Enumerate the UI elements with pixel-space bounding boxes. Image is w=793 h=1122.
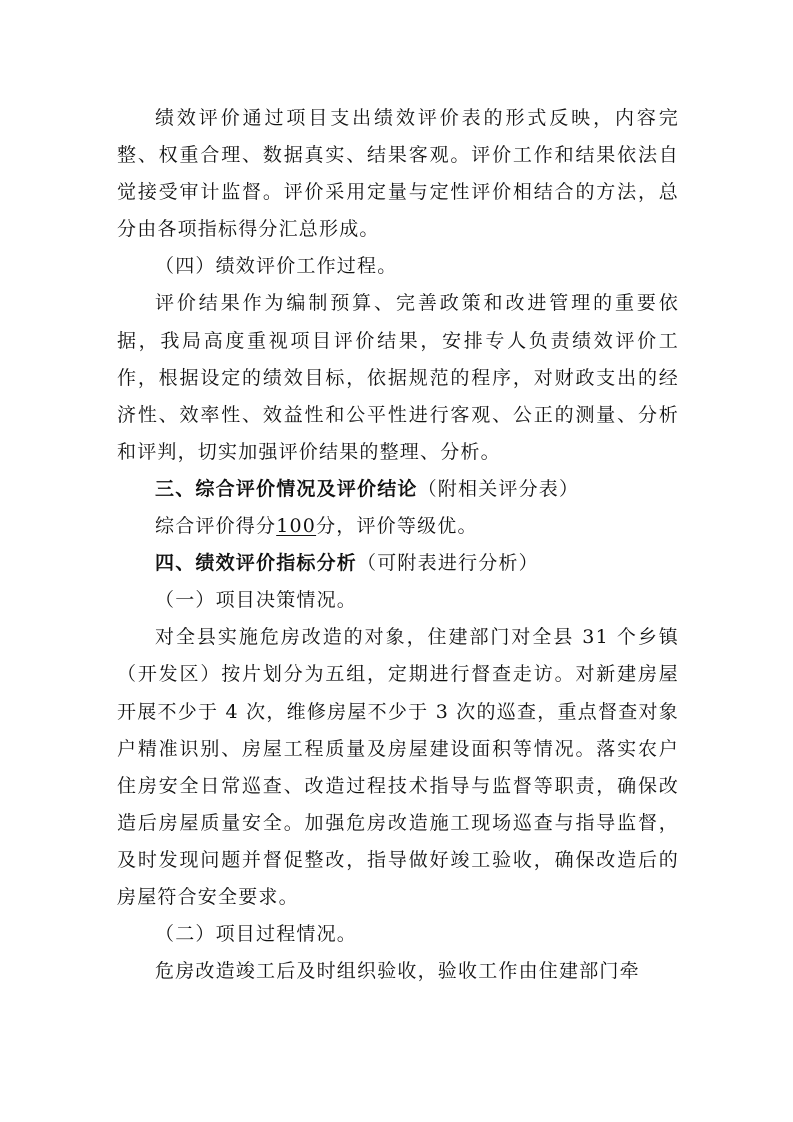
score-prefix: 综合评价得分 bbox=[155, 515, 277, 538]
paragraph-evaluation-usage: 评价结果作为编制预算、完善政策和改进管理的重要依据，我局高度重视项目评价结果，安排专人负责绩效评价工作，根据设定的绩效目标，依据规范的程序，对财政支出的经济性、效率性、效益性和公平性进行客观、公正的测量、分析和评判，切实加强评价结果的整理、分析。 bbox=[117, 292, 679, 463]
score-suffix: 分，评价等级优。 bbox=[316, 515, 478, 538]
heading-overall-evaluation-note: （附相关评分表） bbox=[417, 477, 580, 500]
heading-overall-evaluation-title: 三、综合评价情况及评价结论 bbox=[155, 477, 418, 500]
document-body bbox=[117, 100, 679, 990]
heading-indicator-analysis bbox=[117, 545, 679, 582]
paragraph-project-process: 危房改造竣工后及时组织验收，验收工作由住建部门牵 bbox=[155, 960, 640, 983]
heading-indicator-analysis-title: 四、绩效评价指标分析 bbox=[155, 552, 358, 575]
heading-project-decision: （一）项目决策情况。 bbox=[155, 589, 358, 612]
heading-indicator-analysis-note: （可附表进行分析） bbox=[357, 552, 539, 575]
heading-overall-evaluation bbox=[117, 471, 679, 508]
paragraph-evaluation-method: 绩效评价通过项目支出绩效评价表的形式反映，内容完整、权重合理、数据真实、结果客观。评价工作和结果依法自觉接受审计监督。评价采用定量与定性评价相结合的方法，总分由各项指标得分汇总形成。 bbox=[117, 107, 679, 241]
score-value: 100 bbox=[276, 515, 317, 538]
paragraph-project-decision: 对全县实施危房改造的对象，住建部门对全县 31 个乡镇（开发区）按片划分为五组，定期进行督查走访。对新建房屋开展不少于 4 次，维修房屋不少于 3 次的巡查，重点督查对象户精准识别、房屋工程质量及房屋建设面积等情况。落实农户住房安全日常巡查、改造过程技术指导与监督等职责，确保改造后房屋质量安全。加强危房改造施工现场巡查与指导监督，及时发现问题并督促整改，指导做好竣工验收，确保改造后的房屋符合安全要求。 bbox=[117, 626, 679, 908]
paragraph-overall-score bbox=[117, 508, 679, 545]
heading-project-process: （二）项目过程情况。 bbox=[155, 923, 358, 946]
heading-evaluation-process: （四）绩效评价工作过程。 bbox=[155, 255, 398, 278]
